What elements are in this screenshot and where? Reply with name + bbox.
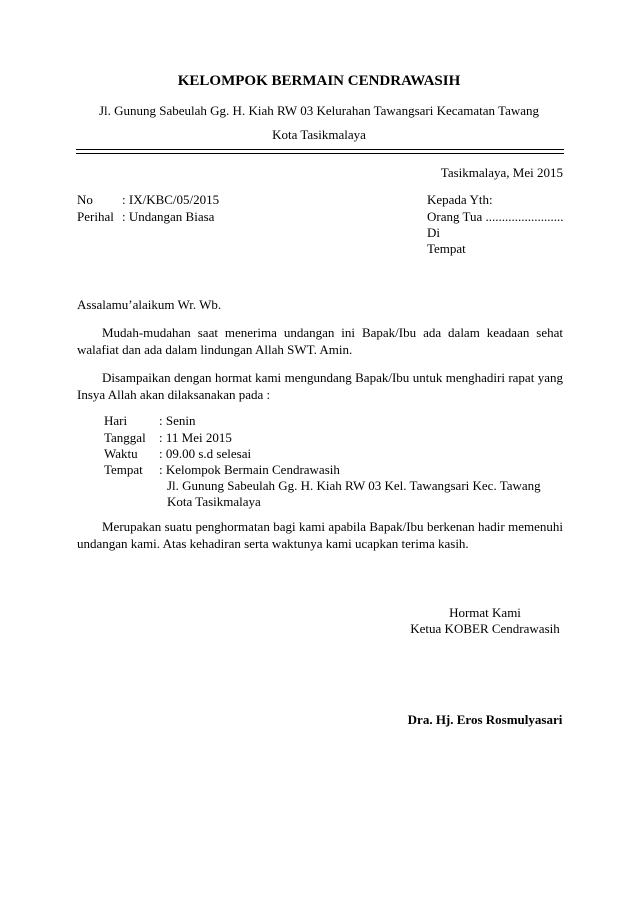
day-label: Hari: [104, 413, 128, 428]
body-paragraph-2: Disampaikan dengan hormat kami mengundang Bapak/Ibu untuk menghadiri rapat yang Insya Allah akan dilaksanakan pada :: [77, 370, 563, 402]
address-line-2: Kota Tasikmalaya: [272, 127, 366, 142]
body-paragraph-3: Merupakan suatu penghormatan bagi kami apabila Bapak/Ibu berkenan hadir memenuhi undangan kami. Atas kehadiran serta waktunya kami ucapkan terima kasih.: [77, 519, 563, 551]
subject-label: Perihal: [77, 209, 114, 224]
subject-value: : Undangan Biasa: [122, 209, 215, 224]
address-line-1: Jl. Gunung Sabeulah Gg. H. Kiah RW 03 Kelurahan Tawangsari Kecamatan Tawang: [98, 103, 540, 118]
number-value: : IX/KBC/05/2015: [122, 192, 220, 207]
place-city: Kota Tasikmalaya: [167, 494, 261, 509]
body-paragraph-1: Mudah-mudahan saat menerima undangan ini Bapak/Ibu ada dalam keadaan sehat walafiat dan ada dalam lindungan Allah SWT. Amin.: [77, 325, 563, 357]
recipient-line: Di: [427, 225, 440, 240]
recipient-line: Kepada Yth:: [427, 192, 493, 207]
number-label: No: [77, 192, 93, 207]
greeting: Assalamu’alaikum Wr. Wb.: [77, 297, 222, 312]
signatory-name: Dra. Hj. Eros Rosmulyasari: [407, 712, 563, 727]
time-label: Waktu: [104, 446, 138, 461]
time-value: : 09.00 s.d selesai: [159, 446, 252, 461]
day-value: : Senin: [159, 413, 196, 428]
place-date: Tasikmalaya, Mei 2015: [440, 165, 563, 180]
header-divider-thick: [76, 149, 564, 150]
date-value: : 11 Mei 2015: [159, 430, 232, 445]
place-value: : Kelompok Bermain Cendrawasih: [159, 462, 340, 477]
date-label: Tanggal: [104, 430, 146, 445]
place-label: Tempat: [104, 462, 143, 477]
organization-title: KELOMPOK BERMAIN CENDRAWASIH: [177, 73, 461, 89]
closing-title: Ketua KOBER Cendrawasih: [410, 621, 560, 636]
place-address: Jl. Gunung Sabeulah Gg. H. Kiah RW 03 Kel. Tawangsari Kec. Tawang: [167, 478, 541, 493]
header-divider-thin: [76, 153, 564, 154]
closing-salutation: Hormat Kami: [449, 605, 521, 620]
recipient-line: Tempat: [427, 241, 466, 256]
recipient-line: Orang Tua ........................: [427, 209, 564, 224]
